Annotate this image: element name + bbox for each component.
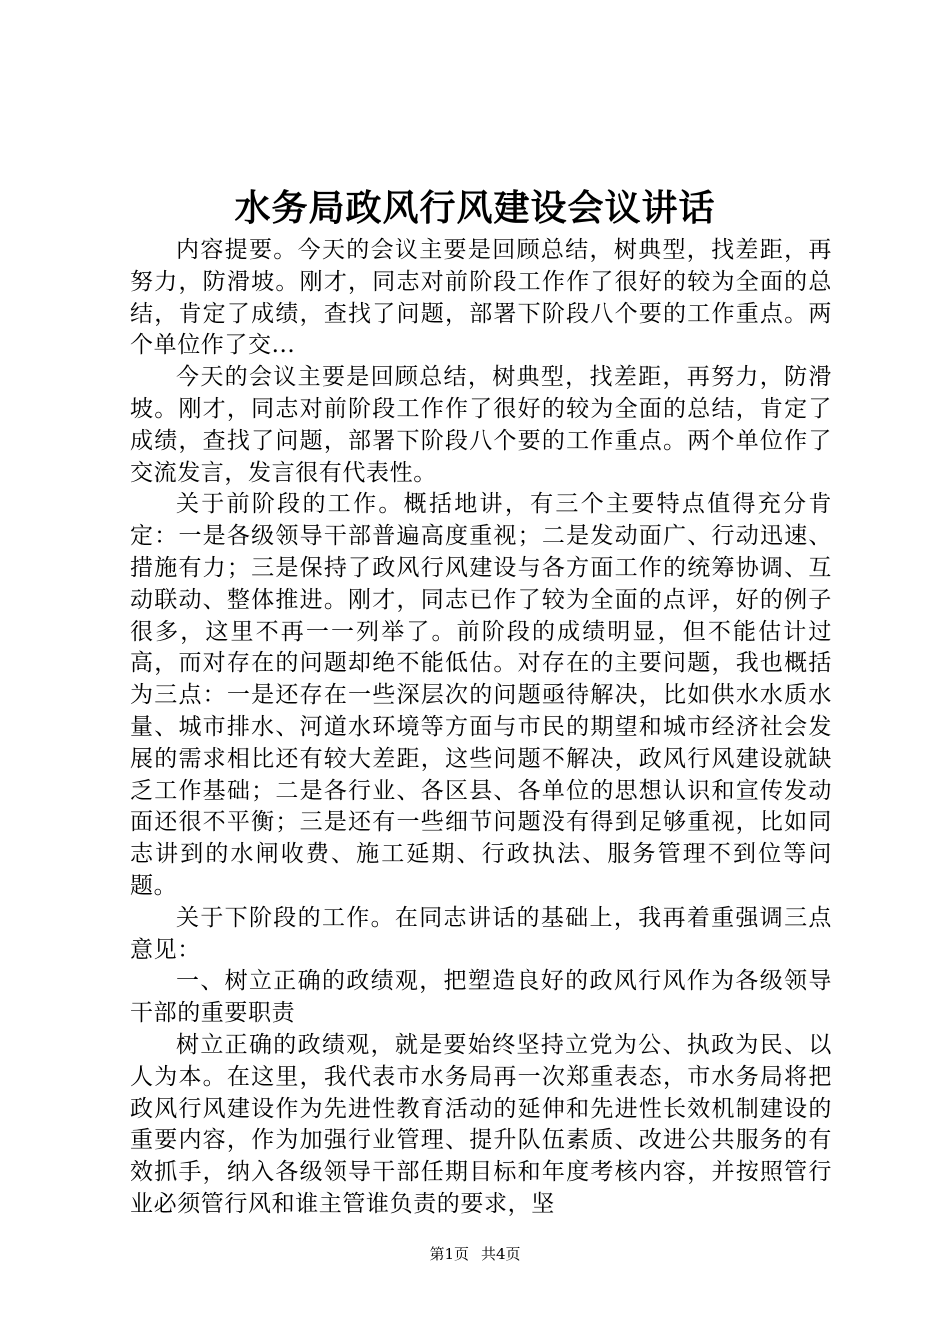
paragraph-section-1: 树立正确的政绩观，就是要始终坚持立党为公、执政为民、以人为本。在这里，我代表市水务局再一次郑重表态，市水务局将把政风行风建设作为先进性教育活动的延伸和先进性长效机制建设的重要内容，作为加强行业管理、提升队伍素质、改进公共服务的有效抓手，纳入各级领导干部任期目标和年度考核内容，并按照管行业必须管行风和谁主管谁负责的要求，坚 xyxy=(130,1031,832,1217)
page-total: 共4页 xyxy=(481,1245,521,1263)
paragraph-opening: 今天的会议主要是回顾总结，树典型，找差距，再努力，防滑坡。刚才，同志对前阶段工作作了很好的较为全面的总结，肯定了成绩，查找了问题，部署下阶段八个要的工作重点。两个单位作了交流发言，发言很有代表性。 xyxy=(130,364,832,486)
page-footer xyxy=(0,1244,950,1264)
document-title: 水务局政风行风建设会议讲话 xyxy=(234,187,716,229)
paragraph-next-work: 关于下阶段的工作。在同志讲话的基础上，我再着重强调三点意见： xyxy=(130,904,832,963)
paragraph-previous-work: 关于前阶段的工作。概括地讲，有三个主要特点值得充分肯定：一是各级领导干部普遍高度重视；二是发动面广、行动迅速、措施有力；三是保持了政风行风建设与各方面工作的统筹协调、互动联动、整体推进。刚才，同志已作了较为全面的点评，好的例子很多，这里不再一一列举了。前阶段的成绩明显，但不能估计过高，而对存在的问题却绝不能低估。对存在的主要问题，我也概括为三点：一是还存在一些深层次的问题亟待解决，比如供水水质水量、城市排水、河道水环境等方面与市民的期望和城市经济社会发展的需求相比还有较大差距，这些问题不解决，政风行风建设就缺乏工作基础；二是各行业、各区县、各单位的思想认识和宣传发动面还很不平衡；三是还有一些细节问题没有得到足够重视，比如同志讲到的水闸收费、施工延期、行政执法、服务管理不到位等问题。 xyxy=(130,491,832,899)
document-body xyxy=(130,235,832,1221)
paragraph-summary: 内容提要。今天的会议主要是回顾总结，树典型，找差距，再努力，防滑坡。刚才，同志对前阶段工作作了很好的较为全面的总结，肯定了成绩，查找了问题，部署下阶段八个要的工作重点。两个单位作了交... xyxy=(130,237,832,359)
section-heading-1: 一、树立正确的政绩观，把塑造良好的政风行风作为各级领导干部的重要职责 xyxy=(130,968,832,1027)
page-number: 第1页 xyxy=(429,1245,469,1263)
